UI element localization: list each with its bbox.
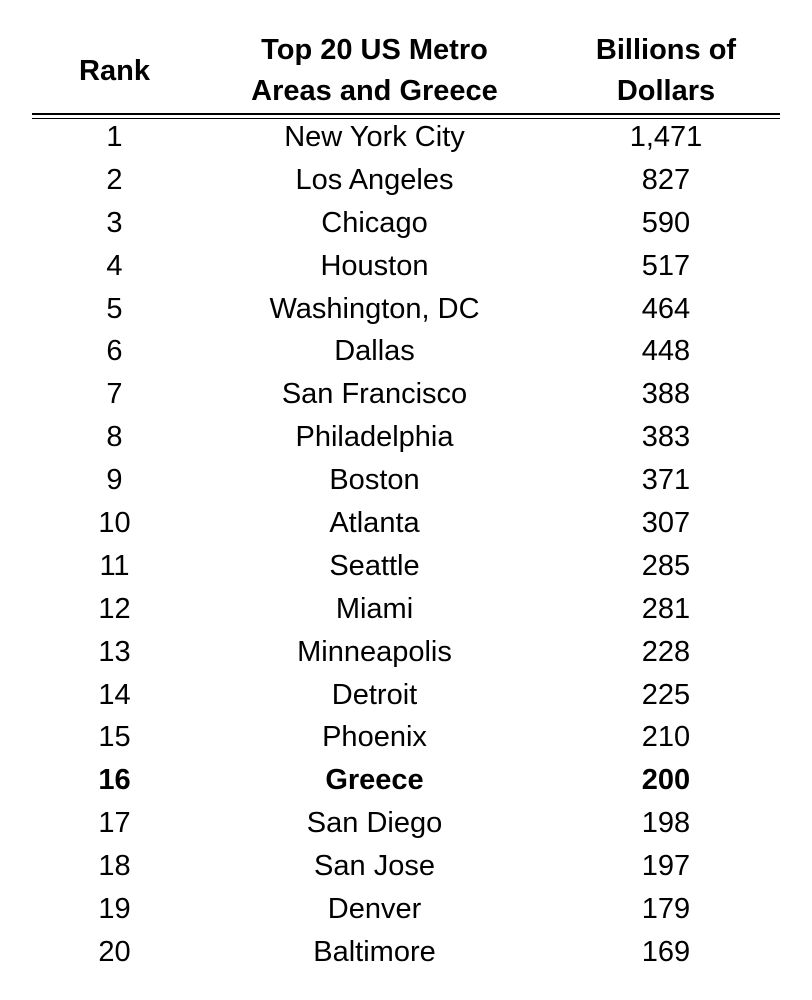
- header-value-line1: Billions of: [595, 34, 737, 66]
- table-row: [32, 931, 780, 974]
- value-cell: 371: [641, 464, 691, 497]
- value-cell: 388: [641, 378, 691, 411]
- table-row: [32, 459, 780, 502]
- table-row: [32, 888, 780, 931]
- table-row: [32, 502, 780, 545]
- value-cell: 1,471: [629, 121, 703, 153]
- table-row: [32, 202, 780, 245]
- name-cell: San Diego: [306, 807, 443, 840]
- rank-cell: 16: [98, 764, 131, 797]
- header-name: [197, 30, 552, 112]
- name-cell: Denver: [327, 893, 422, 926]
- table-header: [32, 30, 780, 112]
- value-cell: 281: [641, 592, 691, 625]
- table-row: [32, 716, 780, 759]
- rank-cell: 9: [106, 464, 123, 497]
- rank-cell: 14: [98, 678, 131, 711]
- value-cell: 228: [641, 635, 691, 668]
- name-cell: Houston: [320, 249, 429, 282]
- value-cell: 198: [641, 807, 691, 840]
- table-row: [32, 330, 780, 373]
- name-cell: Philadelphia: [295, 421, 454, 454]
- header-value-line2: Dollars: [616, 75, 716, 107]
- table-row: [32, 416, 780, 459]
- rank-cell: 4: [106, 249, 123, 282]
- rank-cell: 6: [106, 335, 123, 368]
- value-cell: 464: [641, 292, 691, 325]
- table-row: [32, 802, 780, 845]
- header-rule-thick: [32, 113, 780, 115]
- table-row: [32, 845, 780, 888]
- name-cell: Los Angeles: [295, 163, 454, 196]
- rank-cell: 11: [99, 549, 130, 582]
- value-cell: 827: [641, 163, 691, 196]
- header-rank: [32, 30, 197, 112]
- table-row: [32, 288, 780, 331]
- name-cell: Phoenix: [322, 721, 427, 754]
- rank-cell: 20: [98, 935, 131, 968]
- value-cell: 197: [641, 850, 691, 883]
- rank-cell: 15: [98, 721, 131, 754]
- value-cell: 448: [641, 335, 691, 368]
- name-cell: Atlanta: [329, 507, 420, 540]
- name-cell: Seattle: [329, 549, 420, 582]
- name-cell: Detroit: [331, 678, 418, 711]
- name-cell: Chicago: [321, 206, 428, 239]
- table-row: [32, 674, 780, 717]
- rank-cell: 13: [98, 635, 131, 668]
- rank-cell: 19: [98, 893, 131, 926]
- value-cell: 383: [641, 421, 691, 454]
- rank-cell: 17: [98, 807, 131, 840]
- header-name-line2: Areas and Greece: [251, 75, 498, 107]
- name-cell: Baltimore: [313, 935, 436, 968]
- value-cell: 179: [641, 893, 691, 926]
- rank-cell: 7: [106, 378, 123, 411]
- value-cell: 590: [641, 206, 691, 239]
- name-cell: San Francisco: [281, 378, 468, 411]
- header-rank-label: Rank: [79, 54, 150, 87]
- value-cell: 225: [641, 678, 691, 711]
- rank-cell: 10: [98, 507, 131, 540]
- table-row: [32, 159, 780, 202]
- name-cell: Boston: [329, 464, 420, 497]
- rank-cell: 8: [106, 421, 123, 454]
- value-cell: 210: [641, 721, 691, 754]
- value-cell: 285: [641, 549, 691, 582]
- value-cell: 307: [641, 507, 691, 540]
- name-cell: Greece: [325, 764, 424, 797]
- table-row: [32, 588, 780, 631]
- name-cell: Dallas: [334, 335, 415, 368]
- table-row: [32, 116, 780, 159]
- header-value: [552, 30, 780, 112]
- rank-cell: 12: [98, 592, 131, 625]
- data-table: [32, 30, 780, 968]
- value-cell: 200: [641, 764, 691, 797]
- rank-cell: 1: [106, 121, 123, 153]
- table-row: [32, 245, 780, 288]
- table-body: [32, 116, 780, 974]
- name-cell: Minneapolis: [297, 635, 452, 668]
- rank-cell: 3: [106, 206, 123, 239]
- rank-cell: 2: [106, 163, 123, 196]
- name-cell: San Jose: [314, 850, 435, 883]
- name-cell: Miami: [335, 592, 414, 625]
- table-row: [32, 545, 780, 588]
- name-cell: Washington, DC: [269, 292, 480, 325]
- value-cell: 169: [641, 935, 691, 968]
- name-cell: New York City: [284, 121, 465, 153]
- rank-cell: 5: [106, 292, 123, 325]
- table-row: [32, 373, 780, 416]
- rank-cell: 18: [98, 850, 131, 883]
- table-row: [32, 759, 780, 802]
- header-name-line1: Top 20 US Metro: [261, 34, 488, 66]
- value-cell: 517: [641, 249, 691, 282]
- table-row: [32, 631, 780, 674]
